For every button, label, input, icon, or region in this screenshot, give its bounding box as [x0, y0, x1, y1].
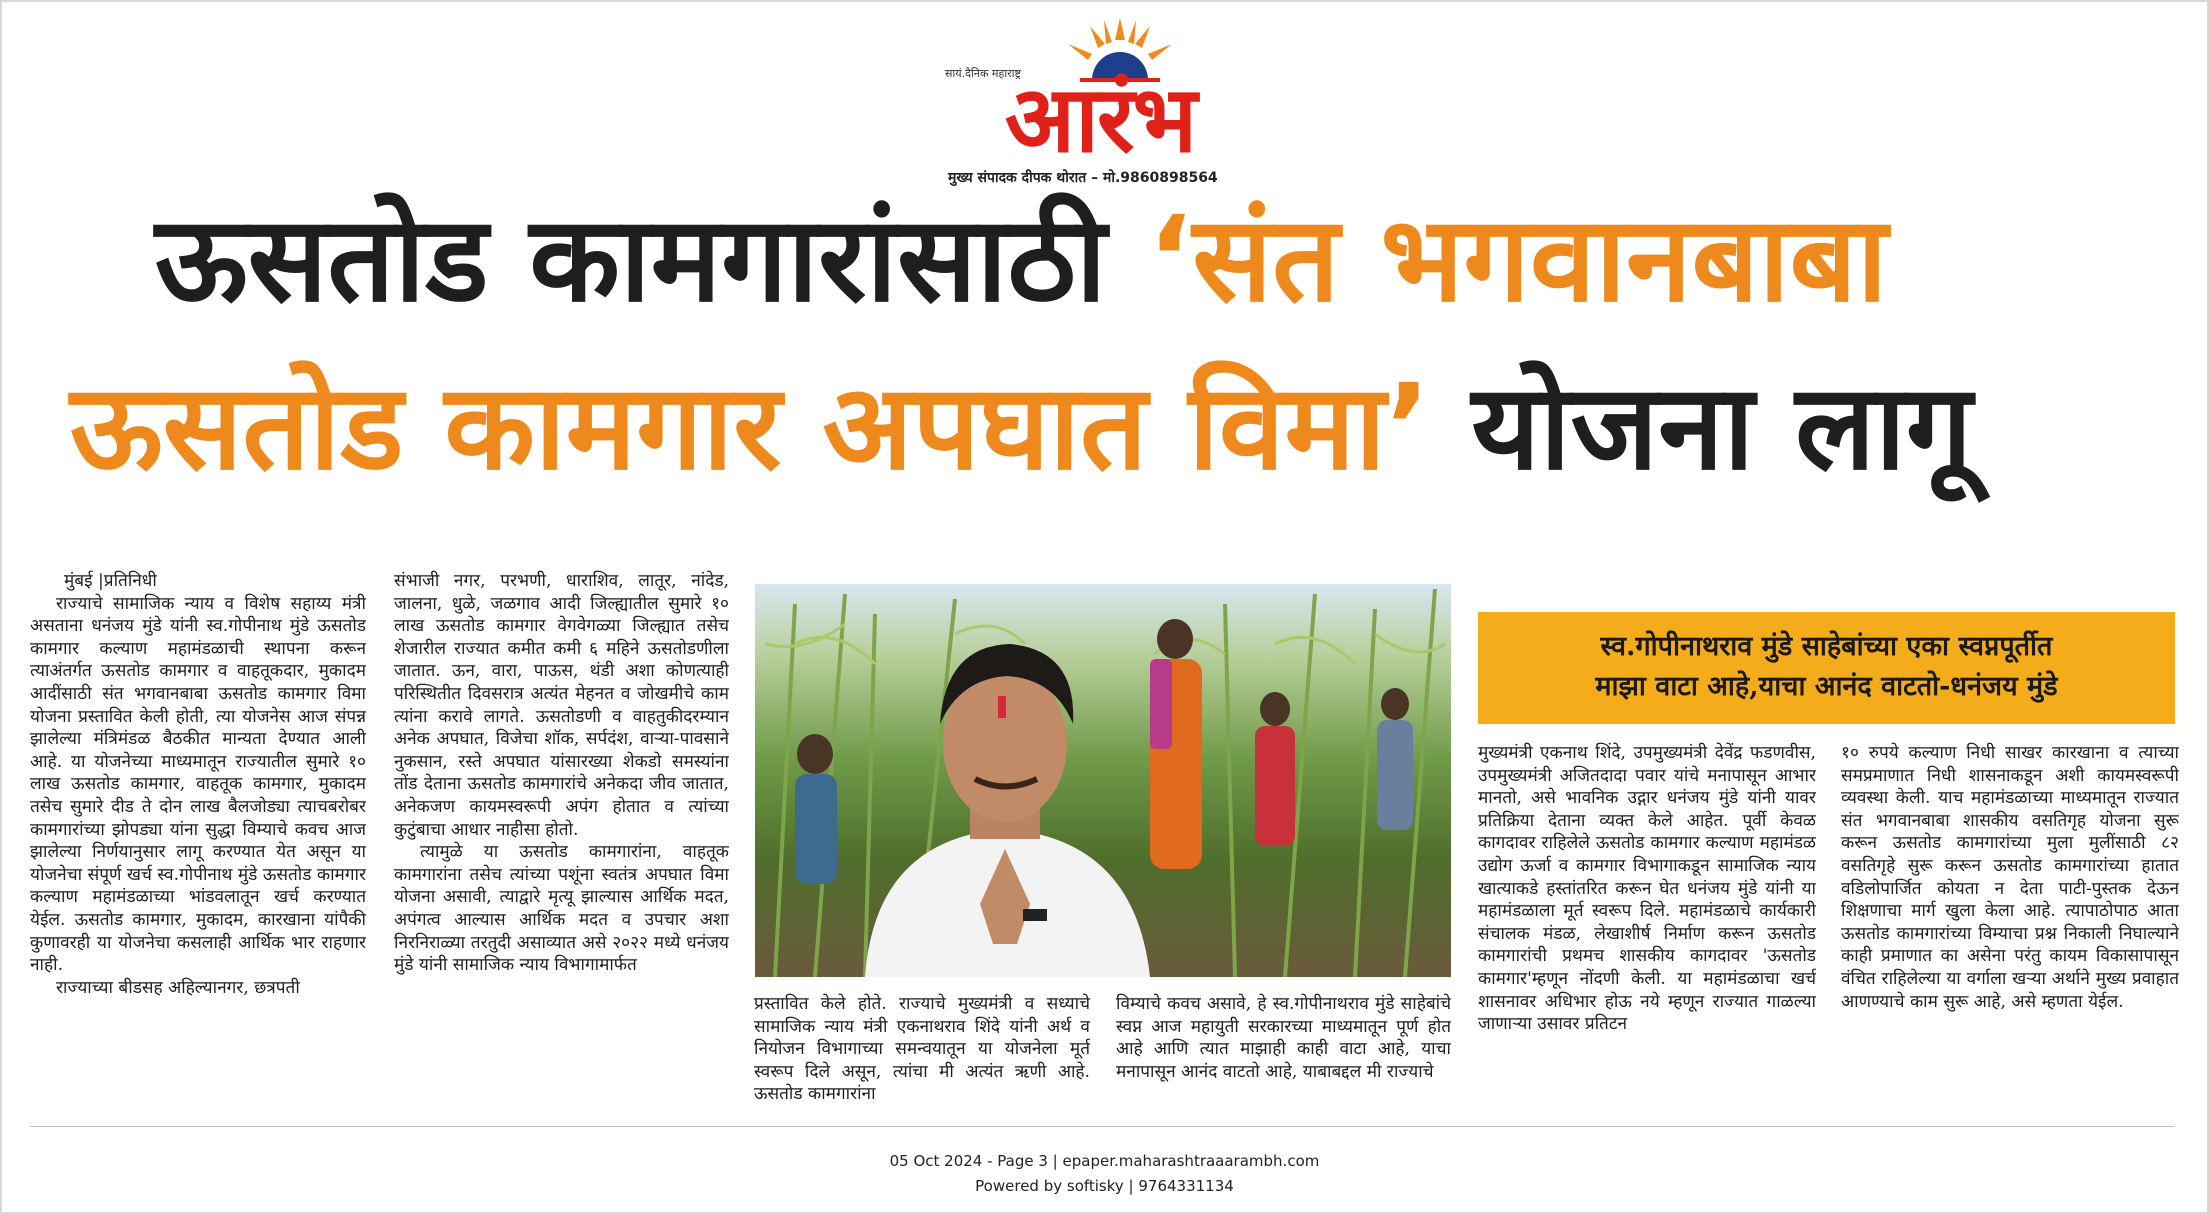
- article-paragraph: १० रुपये कल्याण निधी साखर कारखाना व त्याच्या समप्रमाणात निधी शासनाकडून अशी कायमस्वरूपी व्यवस्था केली. याच महामंडळाच्या माध्यमातून राज्यात संत भगवानबाबा शासकीय वसतिगृह योजना सुरू करून ऊसतोड कामगारांच्या मुला मुलींसाठी ८२ वसतिगृहे सुरू करून ऊसतोड कामगारांच्या हातात वडिलोपार्जित कोयता न देता पाटी-पुस्तक देऊन शिक्षणाचा मार्ग खुला केला आहे. त्यापाठोपाठ आता ऊसतोड कामगारांच्या विम्याचा प्रश्न निकाली निघाल्याने काही प्रमाणात का असेना परंतु कायम विकासापासून वंचित राहिलेल्या या वर्गाला खऱ्या अर्थाने मुख्य प्रवाहात आणण्याचे काम सुरू आहे, असे म्हणता येईल.: [1841, 743, 2179, 1012]
- article-column-4: [1116, 993, 1451, 1118]
- article-paragraph: संभाजी नगर, परभणी, धाराशिव, लातूर, नांदेड, जालना, धुळे, जळगाव आदी जिल्ह्यातील सुमारे १० लाख ऊसतोड कामगार वेगवेगळ्या जिल्ह्यात तसेच शेजारील राज्यात कमीत कमी ६ महिने ऊसतोडणीला जातात. ऊन, वारा, पाऊस, थंडी अशा कोणत्याही परिस्थितीत दिवसरात्र अत्यंत मेहनत व जोखमीचे काम त्यांना करावे लागते. ऊसतोडणी व वाहतुकीदरम्यान अनेक अपघात, विजेचा शॉक, सर्पदंश, वाऱ्या-पावसाने नुकसान, रस्ते अपघात यांसारख्या शेकडो समस्यांना तोंड देताना ऊसतोड कामगारांचे अनेकदा जीव जातात, अनेकजण कायमस्वरूपी अपंग होतात व त्यांच्या कुटुंबाचा आधार नाहीसा होतो.: [394, 571, 729, 840]
- article-paragraph: विम्याचे कवच असावे, हे स्व.गोपीनाथराव मुंडे साहेबांचे स्वप्न आज महायुती सरकारच्या माध्यमातून पूर्ण होत आहे आणि त्यात माझाही काही वाटा आहे, याचा मनापासून आनंद वाटतो आहे, याबाबद्दल मी राज्याचे: [1116, 994, 1451, 1082]
- article-paragraph: मुख्यमंत्री एकनाथ शिंदे, उपमुख्यमंत्री देवेंद्र फडणवीस, उपमुख्यमंत्री अजितदादा पवार यांचे मनापासून आभार मानतो, असे भावनिक उद्गार धनंजय मुंडे यांनी यावर प्रतिक्रिया देताना व्यक्त केले आहेत. पूर्वी केवळ कागदावर राहिलेले ऊसतोड कामगार कल्याण महामंडळ उद्योग ऊर्जा व कामगार विभागाकडून सामाजिक न्याय खात्याकडे हस्तांतरित करून घेत धनंजय मुंडे यांनी या महामंडळाला मूर्त स्वरूप दिले. महामंडळाचे कार्यकारी संचालक मंडळ, लेखाशीर्ष निर्माण करून ऊसतोड कामगारांची प्रथमच शासकीय कागदावर 'ऊसतोड कामगार'म्हणून नोंदणी केली. या महामंडळाचा खर्च शासनावर अधिभार होऊ नये म्हणून राज्यात गाळल्या जाणाऱ्या उसावर प्रतिटन: [1478, 743, 1816, 1035]
- footer-date-link[interactable]: 05 Oct 2024 - Page 3 | epaper.maharashtraaarambh.com: [889, 1152, 1320, 1170]
- headline-line-1: [155, 190, 1888, 328]
- footer-divider: [30, 1126, 2175, 1127]
- footer-powered-by: Powered by softisky | 9764331134: [975, 1177, 1234, 1195]
- article-paragraph: त्यामुळे या ऊसतोड कामगारांना, वाहतूक कामगारांना तसेच त्यांच्या पशूंना स्वतंत्र अपघात विमा योजना असावी, त्याद्वारे मृत्यू झाल्यास आर्थिक मदत, अपंगत्व आल्यास आर्थिक मदत व उपचार अशा निरनिराळ्या तरतुदी असाव्यात असे २०२२ मध्ये धनंजय मुंडे यांनी सामाजिक न्याय विभागामार्फत: [394, 842, 729, 976]
- article-column-5: [1478, 742, 1816, 1122]
- headline-part-black: योजना लागू: [1430, 358, 1973, 496]
- article-paragraph: प्रस्तावित केले होते. राज्याचे मुख्यमंत्री व सध्याचे सामाजिक न्याय मंत्री एकनाथराव शिंदे यांनी अर्थ व नियोजन विभागाच्या समन्वयातून या योजनेला मूर्त स्वरूप दिले असून, त्यांचा मी अत्यंत ऋणी आहे. ऊसतोड कामगारांना: [754, 994, 1090, 1105]
- headline-line-2: [70, 358, 1973, 496]
- photo-illustration: [755, 584, 1451, 977]
- headline-part-orange: ‘संत भगवानबाबा: [1147, 190, 1888, 328]
- article-column-2: [394, 570, 729, 1120]
- editor-line: मुख्य संपादक दीपक थोरात – मो.9860898564: [948, 170, 1218, 186]
- masthead: [930, 18, 1270, 188]
- article-column-6: [1841, 742, 2179, 1122]
- article-column-3: [754, 993, 1090, 1118]
- quote-line-1: स्व.गोपीनाथराव मुंडे साहेबांच्या एका स्वप्नपूर्तीत: [1600, 631, 2053, 662]
- quote-line-2: माझा वाटा आहे,याचा आनंद वाटतो-धनंजय मुंडे: [1595, 671, 2058, 702]
- masthead-tagline: सायं.दैनिक महाराष्ट्र: [945, 67, 1021, 80]
- article-column-1: [30, 570, 366, 1120]
- headline-part-orange: ऊसतोड कामगार अपघात विमा’: [70, 358, 1431, 496]
- article-photo: [755, 584, 1451, 977]
- article-paragraph: राज्याच्या बीडसह अहिल्यानगर, छत्रपती: [56, 977, 300, 998]
- highlight-quote-box: [1478, 612, 2175, 724]
- newspaper-logo: आरंभ: [1004, 66, 1196, 173]
- dateline: मुंबई |प्रतिनिधी: [64, 571, 157, 591]
- headline-part-black: ऊसतोड कामगारांसाठी: [155, 190, 1148, 328]
- article-paragraph: राज्याचे सामाजिक न्याय व विशेष सहाय्य मंत्री असताना धनंजय मुंडे यांनी स्व.गोपीनाथ मुंडे ऊसतोड कामगार कल्याण महामंडळाची स्थापना करून त्याअंतर्गत ऊसतोड कामगार व वाहतूकदार, मुकादम आदींसाठी संत भगवानबाबा ऊसतोड कामगार विमा योजना प्रस्तावित केली होती, त्या योजनेस आज संपन्न झालेल्या मंत्रिमंडळ बैठकीत मान्यता देण्यात आली आहे. या योजनेच्या माध्यमातून राज्यातील सुमारे १० लाख ऊसतोड कामगार, वाहतूक कामगार, मुकादम तसेच सुमारे दीड ते दोन लाख बैलजोड्या त्याचबरोबर कामगारांच्या झोपड्या यांना सुद्धा विम्याचे कवच आज झालेल्या निर्णयानुसार लागू करण्यात येत असून या योजनेचा संपूर्ण खर्च स्व.गोपीनाथ मुंडे ऊसतोड कामगार कल्याण महामंडळाच्या भांडवलातून खर्च करण्यात येईल. ऊसतोड कामगार, मुकादम, कारखाना यांपैकी कुणावरही या योजनेचा कसलाही आर्थिक भार राहणार नाही.: [30, 593, 366, 976]
